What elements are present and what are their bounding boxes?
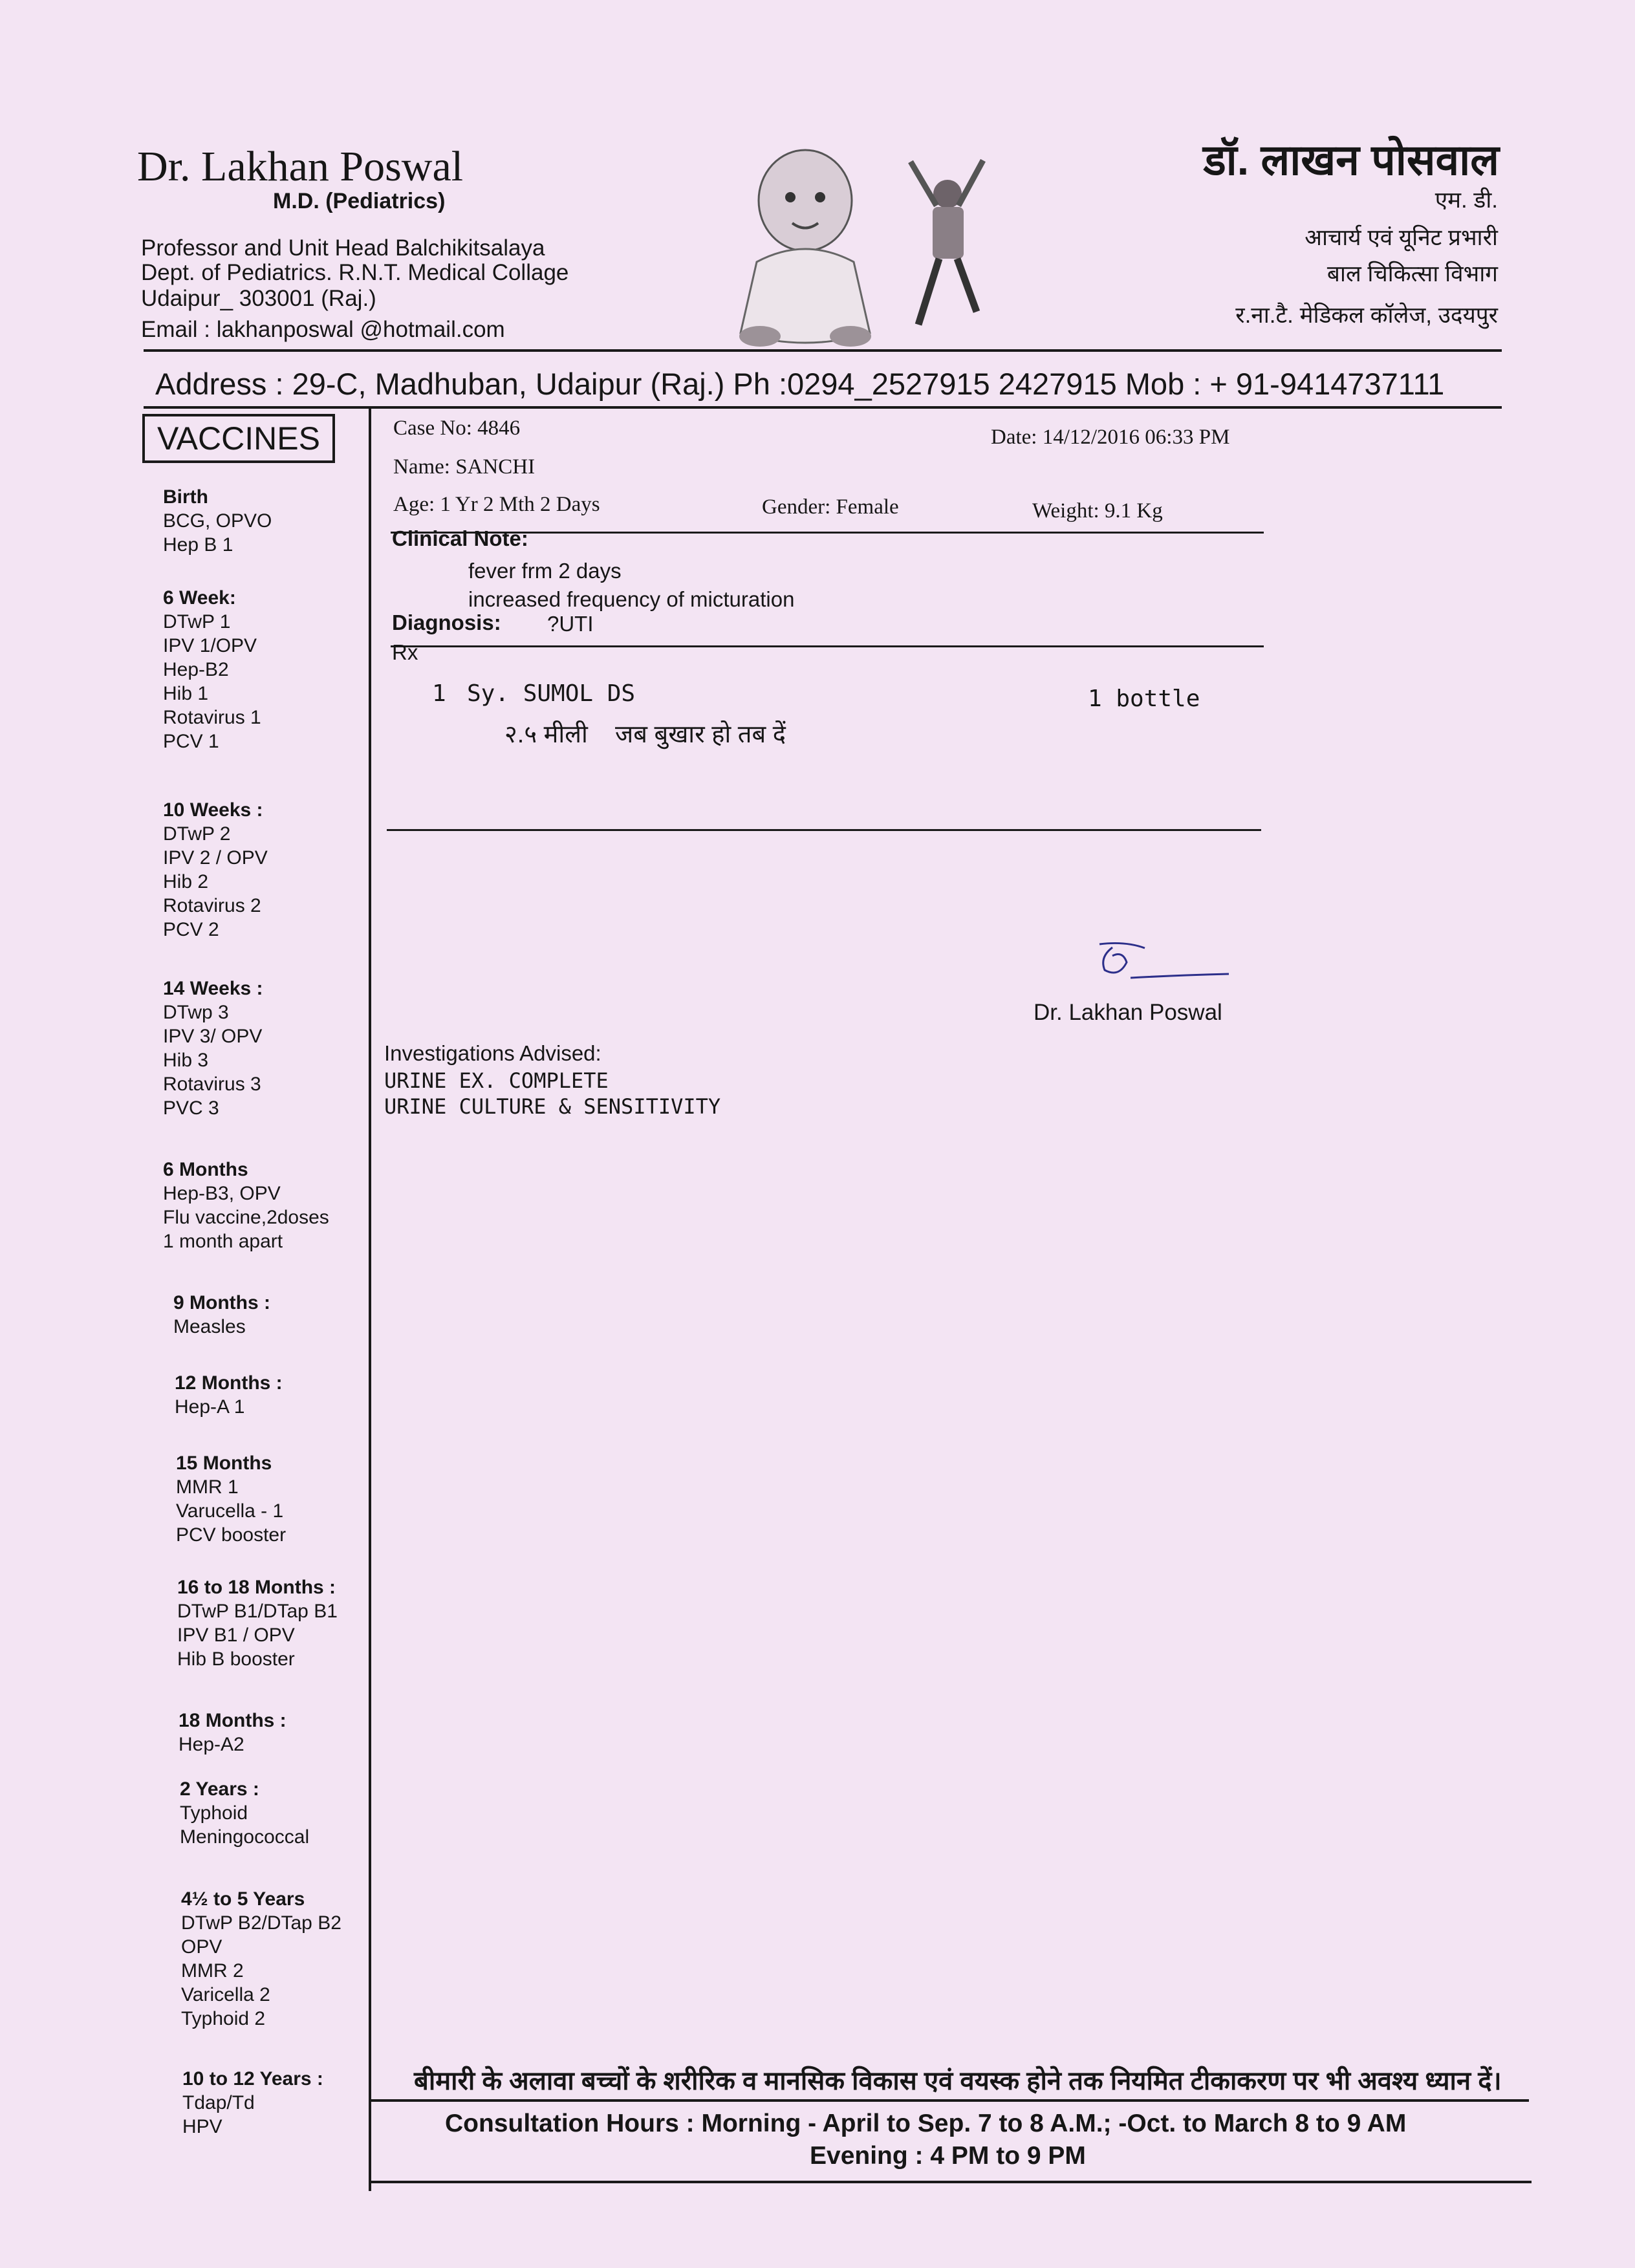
- vaccine-item: IPV 2 / OPV: [163, 847, 268, 869]
- department-hindi: बाल चिकित्सा विभाग: [1326, 261, 1498, 286]
- vaccine-item: Hib B booster: [177, 1648, 295, 1670]
- vaccine-group-9-months: [173, 1291, 270, 1339]
- vaccine-item: Hep B 1: [163, 534, 233, 556]
- vaccine-item: DTwP B1/DTap B1: [177, 1601, 338, 1622]
- signature-name: Dr. Lakhan Poswal: [1034, 1000, 1222, 1025]
- patient-gender: Gender: Female: [762, 495, 899, 519]
- vaccine-group-heading: 6 Months: [163, 1159, 248, 1180]
- vaccine-item: IPV 3/ OPV: [163, 1026, 263, 1047]
- footer-divider-bottom: [370, 2181, 1532, 2183]
- vaccine-item: Flu vaccine,2doses: [163, 1207, 329, 1228]
- vaccine-item: DTwp 3: [163, 1002, 229, 1023]
- doctor-title-line: Professor and Unit Head Balchikitsalaya: [141, 235, 545, 261]
- footer-vaccination-note: बीमारी के अलावा बच्चों के शरीरिक व मानसिक विकास एवं वयस्क होने तक नियमित टीकाकरण पर भी अवश्य ध्यान दें।: [414, 2067, 1502, 2095]
- vaccine-item: IPV 1/OPV: [163, 635, 257, 656]
- diagnosis-label: Diagnosis:: [392, 610, 501, 634]
- jumping-child-illustration: [899, 155, 996, 336]
- vaccine-item: MMR 1: [176, 1476, 239, 1498]
- header-divider-bottom: [144, 406, 1502, 409]
- vaccine-group-12-months: [175, 1371, 283, 1419]
- vaccine-item: IPV B1 / OPV: [177, 1625, 295, 1646]
- vaccine-item: Hib 1: [163, 683, 209, 704]
- vaccine-item: PCV booster: [176, 1524, 287, 1546]
- vaccine-item: Hep-B2: [163, 659, 229, 680]
- consultation-hours-evening: Evening : 4 PM to 9 PM: [810, 2142, 1086, 2170]
- vaccine-group-heading: 12 Months :: [175, 1372, 283, 1394]
- vaccine-item: OPV: [181, 1936, 222, 1958]
- vaccine-group-heading: Birth: [163, 486, 208, 508]
- vaccine-item: Hib 2: [163, 871, 209, 892]
- vaccine-item: Rotavirus 2: [163, 895, 261, 916]
- vaccine-item: Typhoid 2: [181, 2008, 266, 2029]
- header-divider-top: [144, 349, 1502, 352]
- doctor-email-line: Email : lakhanposwal @hotmail.com: [141, 317, 505, 342]
- vaccine-group-heading: 16 to 18 Months :: [177, 1577, 336, 1598]
- vaccine-item: MMR 2: [181, 1960, 244, 1982]
- doctor-degree-english: M.D. (Pediatrics): [273, 189, 446, 213]
- vaccine-item: Measles: [173, 1316, 246, 1337]
- vaccine-group-heading: 10 to 12 Years :: [182, 2068, 323, 2090]
- diagnosis-divider: [391, 645, 1264, 647]
- vaccines-title: VACCINES: [142, 414, 335, 463]
- vaccine-item: Typhoid: [180, 1802, 248, 1824]
- doctor-signature: [1074, 938, 1235, 996]
- vaccine-item: Hep-B3, OPV: [163, 1183, 281, 1204]
- clinical-note-line: increased frequency of micturation: [468, 587, 795, 611]
- vaccine-item: 1 month apart: [163, 1231, 283, 1252]
- vaccine-group-heading: 14 Weeks :: [163, 978, 263, 999]
- doctor-city-line: Udaipur_ 303001 (Raj.): [141, 286, 376, 311]
- vaccine-item: Hib 3: [163, 1050, 209, 1071]
- vaccine-item: Varicella 2: [181, 1984, 270, 2005]
- vaccine-item: BCG, OPVO: [163, 510, 272, 532]
- vaccine-group-heading: 2 Years :: [180, 1778, 259, 1800]
- clinical-note-line: fever frm 2 days: [468, 559, 622, 583]
- case-number: Case No: 4846: [393, 416, 521, 440]
- vaccine-item: DTwP 1: [163, 611, 231, 632]
- vaccine-group-heading: 15 Months: [176, 1453, 272, 1474]
- vaccine-item: Rotavirus 3: [163, 1074, 261, 1095]
- degree-hindi: एम. डी.: [1435, 188, 1498, 213]
- patient-weight: Weight: 9.1 Kg: [1032, 499, 1163, 523]
- vaccine-item: DTwP 2: [163, 823, 231, 845]
- vaccine-item: Rotavirus 1: [163, 707, 261, 728]
- consultation-hours-morning: Consultation Hours : Morning - April to Sep. 7 to 8 A.M.; -Oct. to March 8 to 9 AM: [445, 2110, 1407, 2137]
- vaccine-group-heading: 18 Months :: [179, 1710, 287, 1731]
- title-hindi: आचार्य एवं यूनिट प्रभारी: [1305, 225, 1498, 250]
- doctor-name-hindi: डॉ. लाखन पोसवाल: [1203, 136, 1499, 184]
- vaccine-item: PCV 1: [163, 731, 219, 752]
- investigations-label: Investigations Advised:: [384, 1041, 601, 1065]
- vaccine-item: Hep-A2: [179, 1734, 244, 1755]
- vaccine-item: HPV: [182, 2116, 222, 2137]
- vaccine-group-birth: [163, 485, 272, 557]
- patient-name: Name: SANCHI: [393, 455, 536, 479]
- vaccine-item: Meningococcal: [180, 1826, 310, 1848]
- vaccine-item: PVC 3: [163, 1097, 219, 1119]
- visit-date: Date: 14/12/2016 06:33 PM: [991, 426, 1230, 449]
- vaccine-group-heading: 6 Week:: [163, 587, 236, 609]
- address-line: Address : 29-C, Madhuban, Udaipur (Raj.) Ph :0294_2527915 2427915 Mob : + 91-9414737111: [155, 367, 1445, 401]
- vaccine-group-16-18-months: [177, 1575, 338, 1671]
- vaccine-group-2-years: [180, 1777, 309, 1849]
- vaccine-group-heading: 10 Weeks :: [163, 799, 263, 821]
- vaccine-group-4-5-years: [181, 1887, 341, 2031]
- vaccine-item: Hep-A 1: [175, 1396, 245, 1418]
- rx-instruction-hindi: २.५ मीली जब बुखार हो तब दें: [504, 721, 786, 748]
- vaccine-group-heading: 9 Months :: [173, 1292, 270, 1313]
- rx-item-number: 1: [432, 680, 446, 707]
- vaccine-group-10-weeks: [163, 798, 268, 942]
- vaccine-item: Tdap/Td: [182, 2092, 255, 2113]
- vaccine-item: DTwP B2/DTap B2: [181, 1912, 341, 1934]
- patient-age: Age: 1 Yr 2 Mth 2 Days: [393, 493, 600, 516]
- diagnosis-value: ?UTI: [547, 612, 594, 636]
- rx-label: Rx: [392, 640, 418, 664]
- clinical-note-label: Clinical Note:: [392, 526, 528, 550]
- vaccine-column-divider: [369, 406, 371, 2191]
- vaccine-group-10-12-years: [182, 2067, 323, 2139]
- vaccine-item: Varucella - 1: [176, 1500, 284, 1522]
- investigation-item: URINE CULTURE & SENSITIVITY: [384, 1094, 721, 1119]
- rx-drug-name: Sy. SUMOL DS: [467, 680, 636, 707]
- vaccine-group-14-weeks: [163, 977, 263, 1120]
- doctor-department-line: Dept. of Pediatrics. R.N.T. Medical Collage: [141, 260, 569, 285]
- investigation-item: URINE EX. COMPLETE: [384, 1068, 609, 1093]
- vaccine-group-15-months: [176, 1451, 286, 1547]
- footer-divider-top: [370, 2099, 1529, 2102]
- baby-illustration: [731, 139, 880, 352]
- vaccine-group-heading: 4½ to 5 Years: [181, 1888, 305, 1910]
- vaccine-item: PCV 2: [163, 919, 219, 940]
- doctor-name-english: Dr. Lakhan Poswal: [137, 143, 464, 190]
- vaccine-group-6-week: [163, 586, 261, 753]
- rx-quantity: 1 bottle: [1088, 686, 1200, 712]
- rx-end-divider: [387, 829, 1261, 831]
- college-hindi: र.ना.टै. मेडिकल कॉलेज, उदयपुर: [1235, 303, 1498, 328]
- vaccine-group-18-months: [179, 1709, 287, 1756]
- vaccine-group-6-months: [163, 1158, 329, 1253]
